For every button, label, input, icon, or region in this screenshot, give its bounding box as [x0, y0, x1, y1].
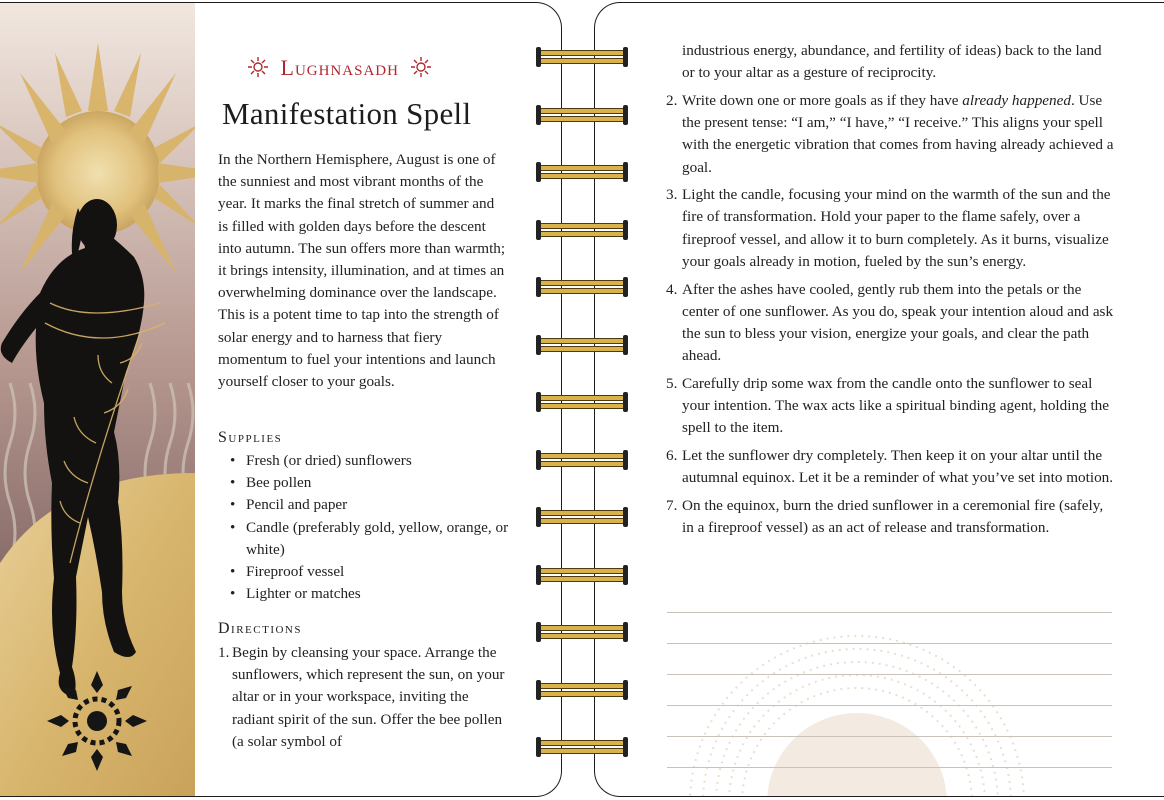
note-line — [667, 767, 1112, 768]
spiral-ring — [536, 219, 628, 241]
supplies-heading: Supplies — [218, 429, 283, 446]
list-item: • Fresh (or dried) sunflowers — [230, 450, 510, 472]
directions-continued — [666, 40, 1116, 545]
step-number: 7. — [666, 496, 678, 514]
intro-paragraph: In the Northern Hemisphere, August is one of the sunniest and most vibrant months of the year. It marks the final stretch of summer and is filled with golden days before the descent into autumn. The sun offers more than warmth; it brings intensity, illumination, and at times an overwhelming dominance over the landscape. This is a potent time to tap into the strength of solar energy and to harness that fiery momentum to fuel your intentions and launch yourself closer to your goals. — [218, 151, 506, 391]
list-item: • Fireproof vessel — [230, 561, 510, 583]
directions-step: 5. Carefully drip some wax from the candle onto the sunflower to seal your intention. The wax acts like a spiritual binding agent, holding the spell to the item. — [666, 374, 1109, 437]
step-number: 4. — [666, 280, 678, 298]
supplies-list — [230, 450, 510, 605]
step-number: 2. — [666, 91, 678, 109]
list-item: • Bee pollen — [230, 472, 510, 494]
spiral-ring — [536, 334, 628, 356]
spiral-ring — [536, 449, 628, 471]
directions-heading: Directions — [218, 620, 302, 637]
step-number: 6. — [666, 446, 678, 464]
spiral-ring — [536, 679, 628, 701]
sun-ornament-icon — [248, 57, 268, 77]
list-item: • Candle (preferably gold, yellow, orange, or white) — [230, 517, 510, 561]
directions-step: 6. Let the sunflower dry completely. Then keep it on your altar until the autumnal equinox. Let it be a reminder of what you’ve set into motion. — [666, 446, 1114, 487]
sun-ornament-icon — [411, 57, 431, 77]
spiral-ring — [536, 391, 628, 413]
spiral-ring — [536, 104, 628, 126]
step-1-continued: industrious energy, abundance, and fertility of ideas) back to the land or to your altar as a gesture of reciprocity. — [682, 42, 1102, 82]
spiral-ring — [536, 276, 628, 298]
directions-step-1 — [218, 642, 510, 753]
note-line — [667, 674, 1112, 675]
directions-step: 7. On the equinox, burn the dried sunflower in a ceremonial fire (safely, in a fireproof vessel) as an act of release and transformation. — [666, 496, 1104, 537]
note-line — [667, 736, 1112, 737]
spiral-ring — [536, 161, 628, 183]
step-number: 3. — [666, 186, 678, 204]
sun-woman-illustration — [0, 3, 195, 796]
step-number: 5. — [666, 374, 678, 392]
spiral-ring — [536, 736, 628, 758]
note-line — [667, 705, 1112, 706]
emphasis-text: already happened — [962, 91, 1071, 109]
note-line — [667, 612, 1112, 613]
list-item: • Pencil and paper — [230, 494, 510, 516]
page-title: Manifestation Spell — [222, 96, 472, 131]
step-text: Begin by cleansing your space. Arrange the sunflowers, which represent the sun, on your altar or in your workspace, inviting the radiant spirit of the sun. Offer the bee pollen (a solar symbol of — [232, 644, 505, 750]
directions-step: 4. After the ashes have cooled, gently rub them into the petals or the center of one sunflower. As you do, speak your intention aloud and ask the sun to bless your vision, energize your goals, and clear the path ahead. — [666, 280, 1114, 365]
list-item: • Lighter or matches — [230, 583, 510, 605]
spiral-ring — [536, 621, 628, 643]
spiral-ring — [536, 506, 628, 528]
directions-step: 2. Write down one or more goals as if they have already happened. Use the present tense: “I am,” “I have,” “I receive.” This aligns your spell with the energetic vibration that comes from having already achieved a goal. — [666, 91, 1114, 176]
spiral-ring — [536, 564, 628, 586]
spiral-ring — [536, 46, 628, 68]
left-page — [0, 2, 562, 797]
note-line — [667, 643, 1112, 644]
directions-step: 3. Light the candle, focusing your mind on the warmth of the sun and the fire of transformation. Hold your paper to the flame safely, over a fireproof vessel, and allow it to burn completely. As it burns, visualize your goals already in motion, fueled by the sun’s energy. — [666, 186, 1111, 270]
step-number: 1. — [218, 644, 230, 661]
mandala-icon — [47, 671, 147, 771]
sabbat-heading — [248, 55, 431, 81]
woman-silhouette-illustration — [0, 3, 195, 796]
sabbat-label: Lughnasadh — [280, 55, 399, 80]
